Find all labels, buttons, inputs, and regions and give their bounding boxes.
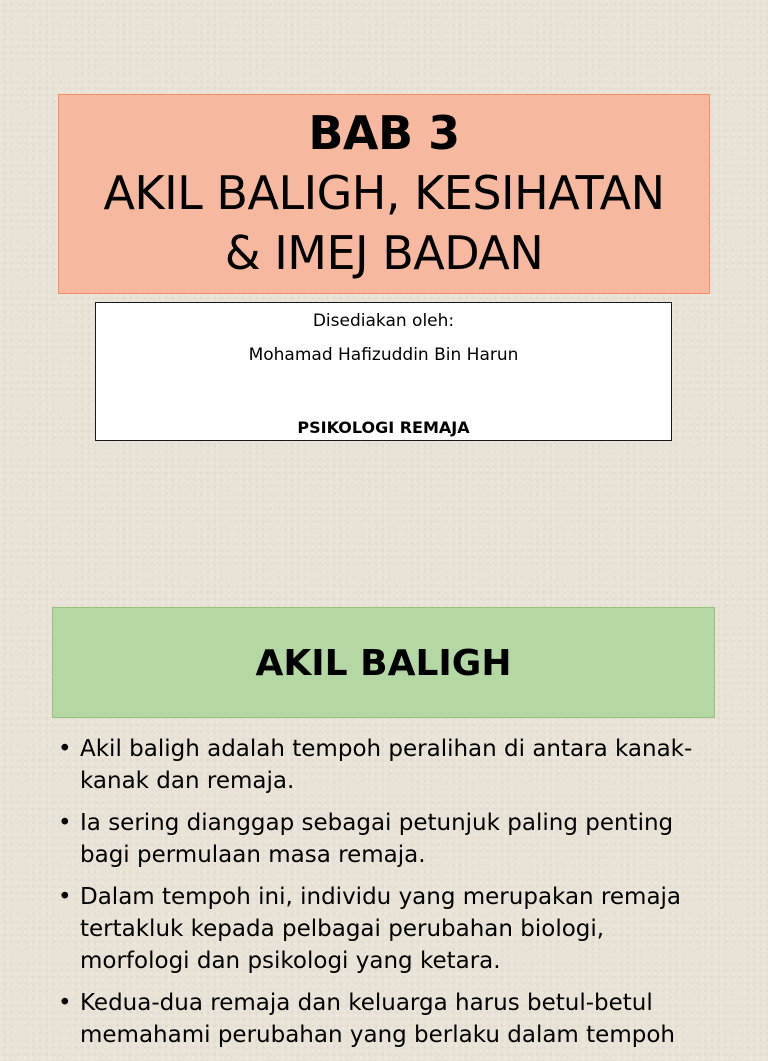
bullet-dot-icon: • [58,810,72,836]
bullet-dot-icon: • [58,736,72,762]
section-title-box [52,607,715,718]
bullet-list [58,733,718,1061]
bullet-item [58,733,718,797]
bullet-dot-icon: • [58,884,72,910]
bullet-dot-icon: • [58,990,72,1016]
bullet-text: Dalam tempoh ini, individu yang merupakan remaja tertakluk kepada pelbagai perubahan biologi, morfologi dan psikologi yang ketara. [80,884,682,974]
bullet-item [58,807,718,871]
prepared-by-label: Disediakan oleh: [312,311,455,331]
bullet-item [58,881,718,977]
title-box [58,94,710,294]
presenter-info-box [95,302,672,441]
subject-name: PSIKOLOGI REMAJA [297,418,470,437]
author-name: Mohamad Hafizuddin Bin Harun [248,345,519,365]
bullet-text: Ia sering dianggap sebagai petunjuk paling penting bagi permulaan masa remaja. [80,810,674,868]
chapter-title-line-2: & IMEJ BADAN [224,226,544,280]
content-slide [0,576,768,1048]
bullet-text: Kedua-dua remaja dan keluarga harus betul-betul memahami perubahan yang berlaku dalam tempoh [80,990,675,1048]
chapter-number: BAB 3 [308,106,460,160]
chapter-title-line-1: AKIL BALIGH, KESIHATAN [103,166,665,220]
section-title: AKIL BALIGH [255,643,512,684]
bullet-text: Akil baligh adalah tempoh peralihan di antara kanak-kanak dan remaja. [80,736,693,794]
bullet-item [58,987,718,1051]
